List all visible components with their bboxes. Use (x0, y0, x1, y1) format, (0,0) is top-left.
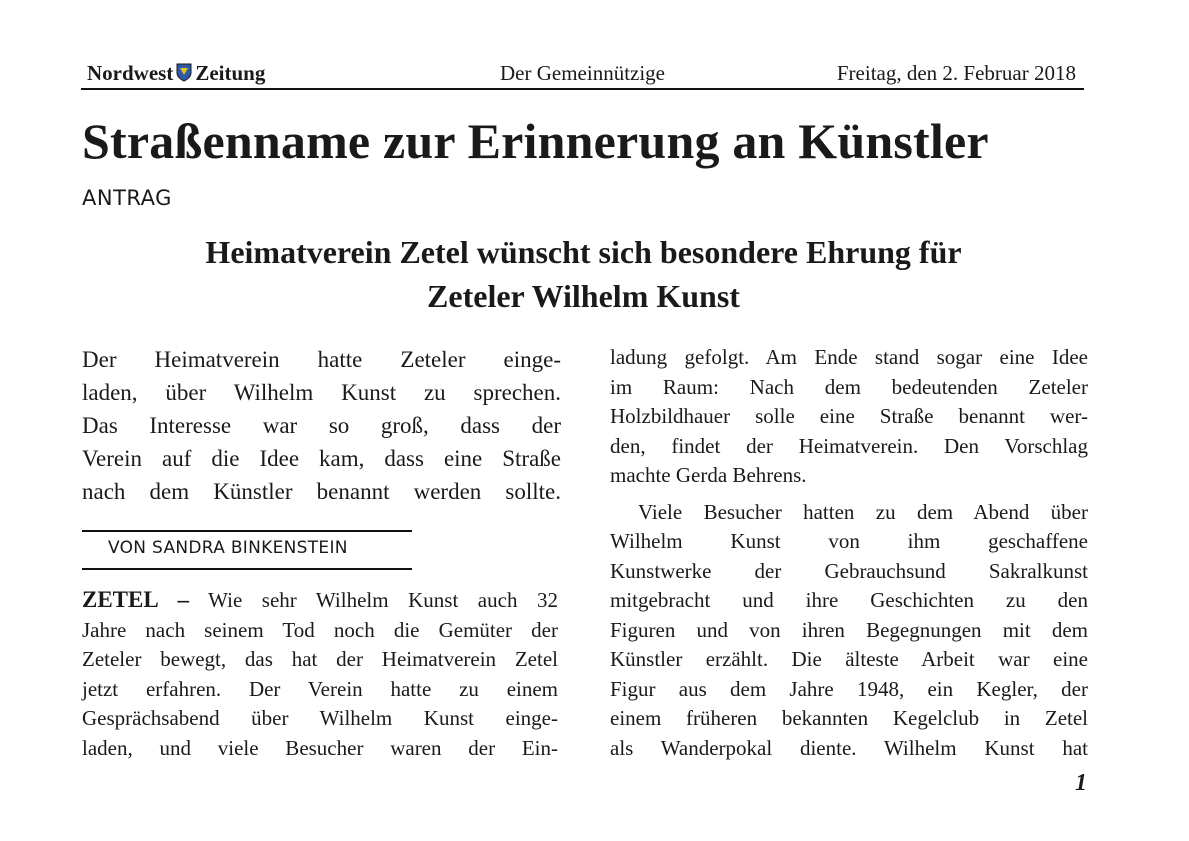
body-column-right (610, 343, 1088, 763)
body-line: Figuren und von ihren Begegnungen mit dem (610, 617, 1088, 642)
body-line: machte Gerda Behrens. (610, 463, 807, 487)
body-line: mitgebracht und ihre Geschichten zu den (610, 588, 1088, 612)
body-line: Zeteler bewegt, das hat der Heimatverein Zetel (82, 647, 558, 671)
body-line: Figur aus dem Jahre 1948, ein Kegler, der (610, 676, 1088, 701)
body-line: ladung gefolgt. Am Ende stand sogar eine Idee (610, 345, 1088, 369)
headline: Straßenname zur Erinnerung an Künstler (82, 113, 989, 169)
subheadline-line: Zeteler Wilhelm Kunst (427, 278, 740, 314)
teaser-line: Das Interesse war so groß, dass der (82, 413, 561, 438)
paragraph (610, 498, 1088, 764)
subheadline (82, 230, 1085, 318)
teaser-line: Der Heimatverein hatte Zeteler einge- (82, 347, 561, 372)
body-line: Viele Besucher hatten zu dem Abend über (638, 499, 1088, 524)
subheadline-line: Heimatverein Zetel wünscht sich besondere Ehrung für (205, 234, 962, 270)
body-column-left (82, 585, 558, 763)
teaser-line: laden, über Wilhelm Kunst zu sprechen. (82, 380, 561, 405)
body-line: jetzt erfahren. Der Verein hatte zu einem (82, 676, 558, 701)
body-line: im Raum: Nach dem bedeutenden Zeteler (610, 374, 1088, 399)
issue-date: Freitag, den 2. Februar 2018 (836, 61, 1076, 85)
kicker: ANTRAG (82, 186, 172, 210)
section-title: Der Gemeinnützige (499, 61, 666, 85)
body-line: den, findet der Heimatverein. Den Vorschlag (610, 433, 1088, 458)
byline: VON SANDRA BINKENSTEIN (108, 538, 348, 558)
body-line: Holzbildhauer solle eine Straße benannt wer- (610, 404, 1088, 428)
body-line: Künstler erzählt. Die älteste Arbeit war eine (610, 647, 1088, 671)
page-number: 1 (1075, 770, 1087, 796)
teaser (82, 343, 561, 508)
masthead (81, 56, 1084, 90)
body-line: Gesprächsabend über Wilhelm Kunst einge- (82, 706, 558, 730)
body-line: einem früheren bekannten Kegelclub in Zetel (610, 706, 1088, 730)
newspaper-name-left: Nordwest (87, 61, 174, 85)
newspaper-name-right: Zeitung (195, 61, 266, 85)
teaser-line: nach dem Künstler benannt werden sollte. (82, 479, 561, 504)
byline-rule-bottom (82, 568, 412, 570)
byline-rule-top (82, 530, 412, 532)
body-line: Kunstwerke der Gebrauchsund Sakralkunst (610, 558, 1088, 583)
dateline: ZETEL – (82, 587, 189, 612)
body-line: als Wanderpokal diente. Wilhelm Kunst hat (610, 735, 1088, 760)
body-line-text: Wie sehr Wilhelm Kunst auch 32 (208, 588, 558, 612)
teaser-line: Verein auf die Idee kam, dass eine Straße (82, 446, 561, 471)
body-line: laden, und viele Besucher waren der Ein- (82, 735, 558, 760)
body-line: Jahre nach seinem Tod noch die Gemüter der (82, 617, 558, 642)
body-line (82, 585, 558, 616)
body-line: Wilhelm Kunst von ihm geschaffene (610, 529, 1088, 553)
paragraph (610, 343, 1088, 491)
